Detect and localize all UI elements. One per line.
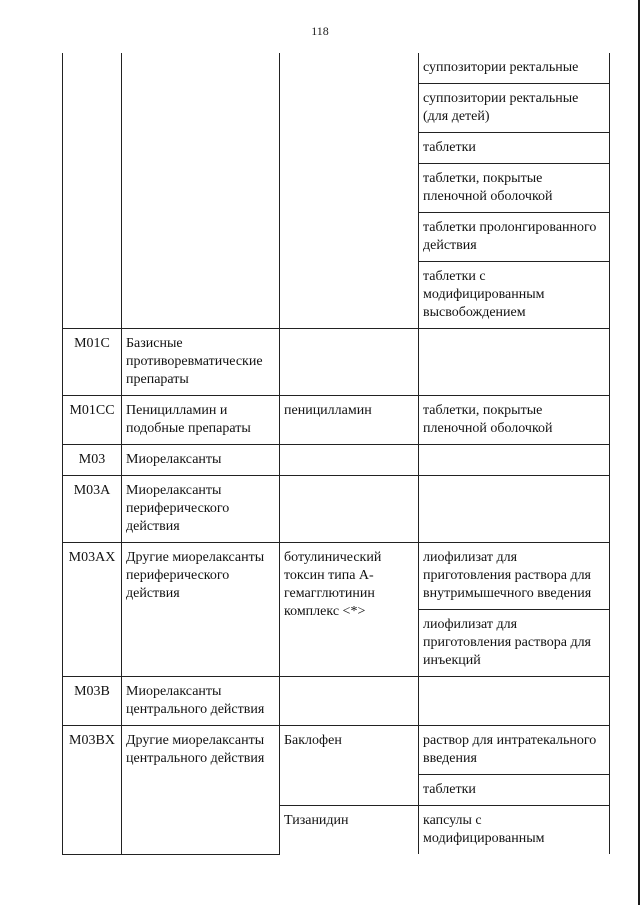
dosage-form-cell: раствор для интратекального введения xyxy=(419,726,610,775)
dosage-form-cell xyxy=(419,476,610,543)
dosage-form-cell: таблетки, покрытые пленочной оболочкой xyxy=(419,164,610,213)
drug-name-cell xyxy=(280,329,419,396)
table-row xyxy=(63,543,610,610)
dosage-form-cell xyxy=(419,677,610,726)
group-name-cell: Базисные противоревматические препараты xyxy=(122,329,280,396)
dosage-form-cell: таблетки, покрытые пленочной оболочкой xyxy=(419,396,610,445)
group-name-cell: Миорелаксанты периферического действия xyxy=(122,476,280,543)
dosage-form-cell: таблетки xyxy=(419,775,610,806)
drug-name-cell xyxy=(280,53,419,329)
dosage-form-cell xyxy=(419,445,610,476)
dosage-form-cell: таблетки xyxy=(419,133,610,164)
group-name-cell: Другие миорелаксанты периферического действия xyxy=(122,543,280,677)
table-row xyxy=(63,726,610,775)
dosage-form-cell: лиофилизат для приготовления раствора для внутримышечного введения xyxy=(419,543,610,610)
drug-name-cell xyxy=(280,476,419,543)
atc-code-cell: M01CC xyxy=(63,396,122,445)
dosage-form-cell xyxy=(419,329,610,396)
drug-name-cell: ботулинический токсин типа А-гемагглютинин комплекс <*> xyxy=(280,543,419,677)
atc-code-cell: M03A xyxy=(63,476,122,543)
table-row xyxy=(63,476,610,543)
group-name-cell xyxy=(122,53,280,329)
drug-name-cell: Тизанидин xyxy=(280,806,419,855)
atc-code-cell: M03 xyxy=(63,445,122,476)
dosage-form-cell: суппозитории ректальные xyxy=(419,53,610,84)
dosage-form-cell: суппозитории ректальные (для детей) xyxy=(419,84,610,133)
dosage-form-cell: лиофилизат для приготовления раствора для инъекций xyxy=(419,610,610,677)
drug-name-cell xyxy=(280,677,419,726)
group-name-cell: Пеницилламин и подобные препараты xyxy=(122,396,280,445)
drug-name-cell: пеницилламин xyxy=(280,396,419,445)
page-number: 118 xyxy=(311,24,329,38)
drug-list-table-wrapper xyxy=(62,53,610,855)
group-name-cell: Другие миорелаксанты центрального действия xyxy=(122,726,280,855)
atc-code-cell: M03BX xyxy=(63,726,122,855)
group-name-cell: Миорелаксанты xyxy=(122,445,280,476)
atc-code-cell: M03AX xyxy=(63,543,122,677)
atc-code-cell: M01C xyxy=(63,329,122,396)
atc-code-cell: M03B xyxy=(63,677,122,726)
drug-list-table xyxy=(62,53,610,855)
dosage-form-cell: таблетки пролонгированного действия xyxy=(419,213,610,262)
table-row xyxy=(63,445,610,476)
group-name-cell: Миорелаксанты центрального действия xyxy=(122,677,280,726)
table-row xyxy=(63,677,610,726)
drug-name-cell xyxy=(280,445,419,476)
dosage-form-cell: капсулы с модифицированным xyxy=(419,806,610,855)
dosage-form-cell: таблетки с модифицированным высвобождением xyxy=(419,262,610,329)
atc-code-cell xyxy=(63,53,122,329)
table-row xyxy=(63,53,610,84)
table-row xyxy=(63,396,610,445)
table-row xyxy=(63,329,610,396)
drug-name-cell: Баклофен xyxy=(280,726,419,806)
